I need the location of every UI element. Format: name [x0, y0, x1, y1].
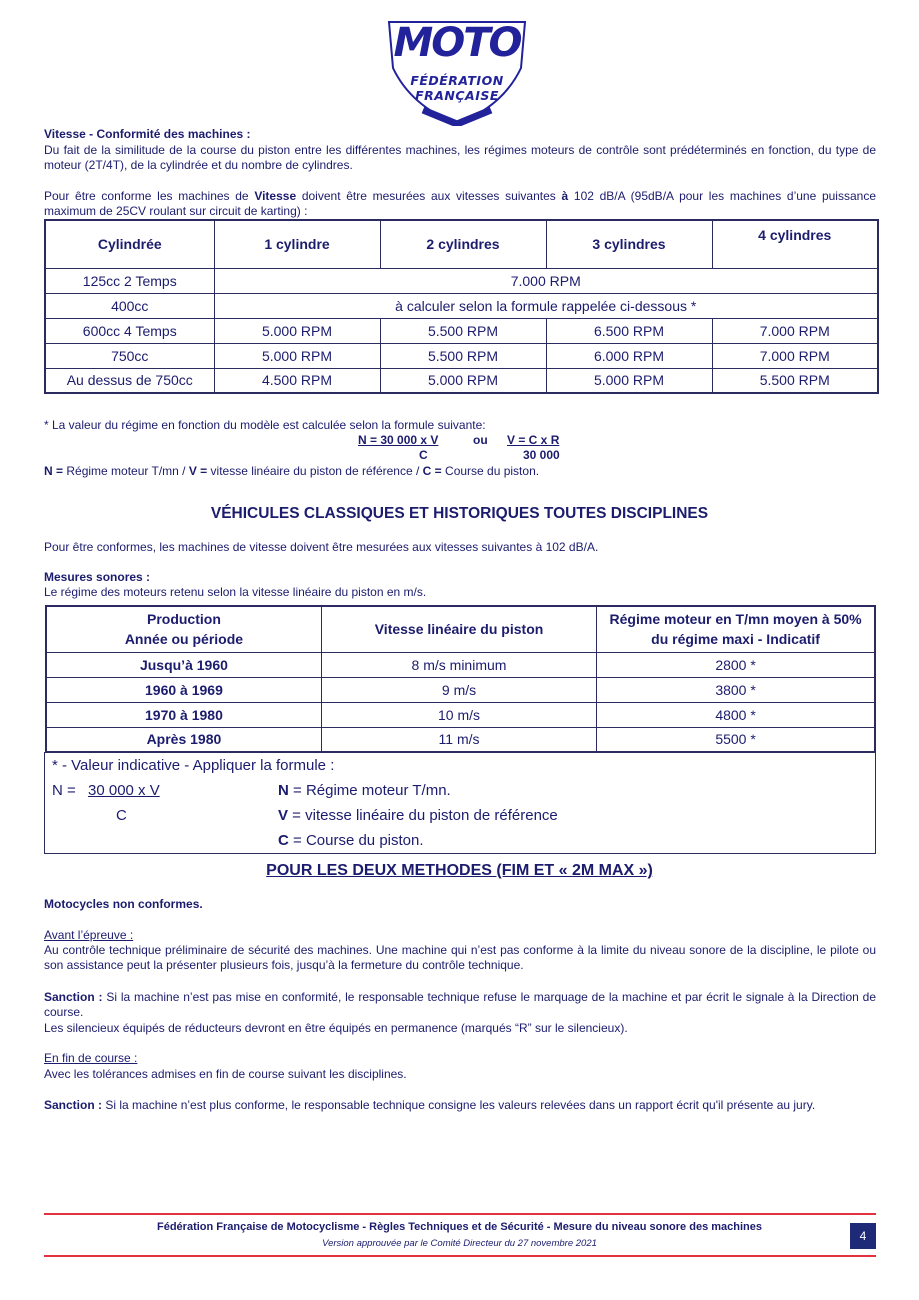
sanction2	[44, 1098, 815, 1113]
footer-title: Fédération Française de Motocyclisme - Règles Techniques et de Sécurité - Mesure du niveau sonore des machines	[157, 1221, 762, 1233]
section2-subtitle: Mesures sonores :	[44, 570, 151, 584]
formula2-title: * - Valeur indicative - Appliquer la formule :	[52, 757, 335, 774]
classic-table	[45, 605, 876, 753]
logo-line1: FÉDÉRATION	[410, 73, 504, 88]
formula1-intro: * La valeur du régime en fonction du modèle est calculée selon la formule suivante:	[44, 418, 486, 432]
table-cell: 750cc	[45, 343, 214, 368]
table-cell: 5.500 RPM	[380, 318, 546, 343]
logo-word: MOTO	[393, 20, 521, 66]
table-row	[46, 727, 875, 752]
v-label: V	[278, 807, 289, 824]
table-row	[45, 268, 878, 293]
table-cell: 4800 *	[597, 702, 875, 727]
legend-n-text: Régime moteur T/mn /	[63, 464, 189, 478]
table-cell: 3800 *	[597, 677, 875, 702]
v-text: = vitesse linéaire du piston de référence	[288, 807, 558, 824]
table-cell: 6.000 RPM	[546, 343, 712, 368]
section1-para1: Du fait de la similitude de la course du piston entre les différentes machines, les régimes moteurs de contrôle sont prédéterminés en fonction, du type de moteur (2T/4T), de la cylindrée et du nombre de cylindres.	[44, 143, 876, 172]
c-label: C	[278, 832, 289, 849]
para2-a: Pour être conforme les machines de	[44, 189, 255, 203]
table-cell: 5.000 RPM	[546, 368, 712, 393]
section3-heading: POUR LES DEUX METHODES (FIM ET « 2M MAX »)	[266, 862, 653, 879]
fin-para: Avec les tolérances admises en fin de course suivant les disciplines.	[44, 1067, 407, 1081]
table-cell: 1970 à 1980	[46, 702, 321, 727]
table-cell: 7.000 RPM	[712, 343, 878, 368]
header-cell: 4 cylindres	[712, 220, 878, 268]
table-cell: 8 m/s minimum	[321, 652, 596, 677]
table-cell: 2800 *	[597, 652, 875, 677]
table-row	[46, 652, 875, 677]
table-cell: Jusqu’à 1960	[46, 652, 321, 677]
formula2-num: 30 000 x V	[88, 782, 160, 799]
para2-b: Vitesse	[254, 189, 297, 203]
avant-para: Au contrôle technique préliminaire de sécurité des machines. Une machine qui n’est pas conforme à la limite du niveau sonore de la discipline, le pilote ou son assistance peut la présenter plusieurs fois, jusqu’à la fermeture du contrôle technique.	[44, 943, 876, 972]
page-number: 4	[850, 1223, 876, 1249]
table-cell: 5.500 RPM	[380, 343, 546, 368]
table-cell: 9 m/s	[321, 677, 596, 702]
header-cell: Cylindrée	[45, 220, 214, 268]
legend-v-text: vitesse linéaire du piston de référence /	[207, 464, 423, 478]
formula1-den2: 30 000	[523, 448, 560, 462]
footer-version: Version approuvée par le Comité Directeur du 27 novembre 2021	[322, 1238, 597, 1249]
header-cell: 2 cylindres	[380, 220, 546, 268]
table-cell: 6.500 RPM	[546, 318, 712, 343]
silencieux-para: Les silencieux équipés de réducteurs devront en être équipés en permanence (marqués “R” sur le silencieux).	[44, 1021, 628, 1035]
table-header-row	[45, 220, 878, 268]
header-production: Production	[146, 611, 221, 628]
sanction1-label: Sanction :	[44, 990, 103, 1004]
logo-line2: FRANÇAISE	[415, 88, 499, 103]
table-row	[45, 343, 878, 368]
fin-title: En fin de course :	[44, 1051, 138, 1065]
formula1-num2: V = C x R	[507, 433, 560, 447]
table-row	[45, 318, 878, 343]
formula2-c-legend	[278, 831, 424, 851]
header-cell: 1 cylindre	[214, 220, 380, 268]
footer-rule-top	[44, 1213, 876, 1215]
header-cell: Régime moteur en T/mn moyen à 50% du régime maxi - Indicatif	[597, 606, 875, 652]
table-cell: 5.000 RPM	[214, 318, 380, 343]
table-cell: à calculer selon la formule rappelée ci-dessous *	[214, 293, 878, 318]
section2-heading: VÉHICULES CLASSIQUES ET HISTORIQUES TOUTES DISCIPLINES	[210, 505, 709, 522]
avant-title: Avant l’épreuve :	[44, 928, 134, 942]
legend-v-label: V =	[188, 464, 208, 478]
speed-table	[44, 219, 879, 394]
legend-c-label: C =	[422, 464, 442, 478]
formula2-n-legend	[278, 781, 451, 801]
table-cell: 4.500 RPM	[214, 368, 380, 393]
table-row	[45, 293, 878, 318]
para2-c: doivent être mesurées aux vitesses suivantes	[296, 189, 562, 203]
table-cell: 1960 à 1969	[46, 677, 321, 702]
formula1-num1: N = 30 000 x V	[358, 433, 439, 447]
table-cell: 5500 *	[597, 727, 875, 752]
n-label: N	[278, 782, 289, 799]
table-cell: 125cc 2 Temps	[45, 268, 214, 293]
table-cell: 7.000 RPM	[712, 318, 878, 343]
formula1-den1: C	[419, 448, 428, 462]
header-cell	[46, 606, 321, 652]
table-cell: 400cc	[45, 293, 214, 318]
legend-c-text: Course du piston.	[441, 464, 540, 478]
table-cell: 5.000 RPM	[214, 343, 380, 368]
section3-title: Motocycles non conformes.	[44, 897, 203, 911]
legend-n-label: N =	[44, 464, 64, 478]
table-row	[46, 677, 875, 702]
header-cell: 3 cylindres	[546, 220, 712, 268]
sanction2-label: Sanction :	[44, 1098, 103, 1112]
n-text: = Régime moteur T/mn.	[288, 782, 451, 799]
c-text: = Course du piston.	[288, 832, 424, 849]
table-cell: Après 1980	[46, 727, 321, 752]
formula2-box	[44, 752, 876, 854]
section2-subpara: Le régime des moteurs retenu selon la vitesse linéaire du piston en m/s.	[44, 585, 427, 599]
table-cell: 5.500 RPM	[712, 368, 878, 393]
table-cell: 11 m/s	[321, 727, 596, 752]
section1-title: Vitesse - Conformité des machines :	[44, 127, 251, 141]
table-cell: 7.000 RPM	[214, 268, 878, 293]
formula2-v-legend	[278, 806, 558, 826]
table-cell: Au dessus de 750cc	[45, 368, 214, 393]
formula1-legend	[44, 464, 539, 479]
header-cell: Vitesse linéaire du piston	[321, 606, 596, 652]
para2-d: à	[561, 189, 569, 203]
formula2-n-eq: N =	[52, 782, 76, 799]
header-period: Année ou période	[124, 631, 244, 648]
table-row	[45, 368, 878, 393]
section2-para: Pour être conformes, les machines de vitesse doivent être mesurées aux vitesses suivantes à 102 dB/A.	[44, 540, 599, 554]
ffm-logo	[383, 18, 531, 126]
table-cell: 10 m/s	[321, 702, 596, 727]
table-cell: 5.000 RPM	[380, 368, 546, 393]
section1-para2	[44, 189, 876, 219]
footer-rule-bottom	[44, 1255, 876, 1257]
table-header-row	[46, 606, 875, 652]
formula1-ou: ou	[473, 433, 488, 447]
formula2-den: C	[116, 807, 127, 824]
sanction2-text: Si la machine n’est plus conforme, le responsable technique consigne les valeurs relevées dans un rapport écrit qu'il présente au jury.	[102, 1098, 816, 1112]
para2-e: 102 dB/A (95dB/A pour les machines d’une puissance maximum de 25CV roulant sur circuit de karting) :	[44, 189, 876, 218]
sanction1-text: Si la machine n’est pas mise en conformité, le responsable technique refuse le marquage de la machine et par écrit le signale à la Direction de course.	[44, 990, 876, 1019]
sanction1	[44, 990, 876, 1020]
table-cell: 600cc 4 Temps	[45, 318, 214, 343]
table-row	[46, 702, 875, 727]
